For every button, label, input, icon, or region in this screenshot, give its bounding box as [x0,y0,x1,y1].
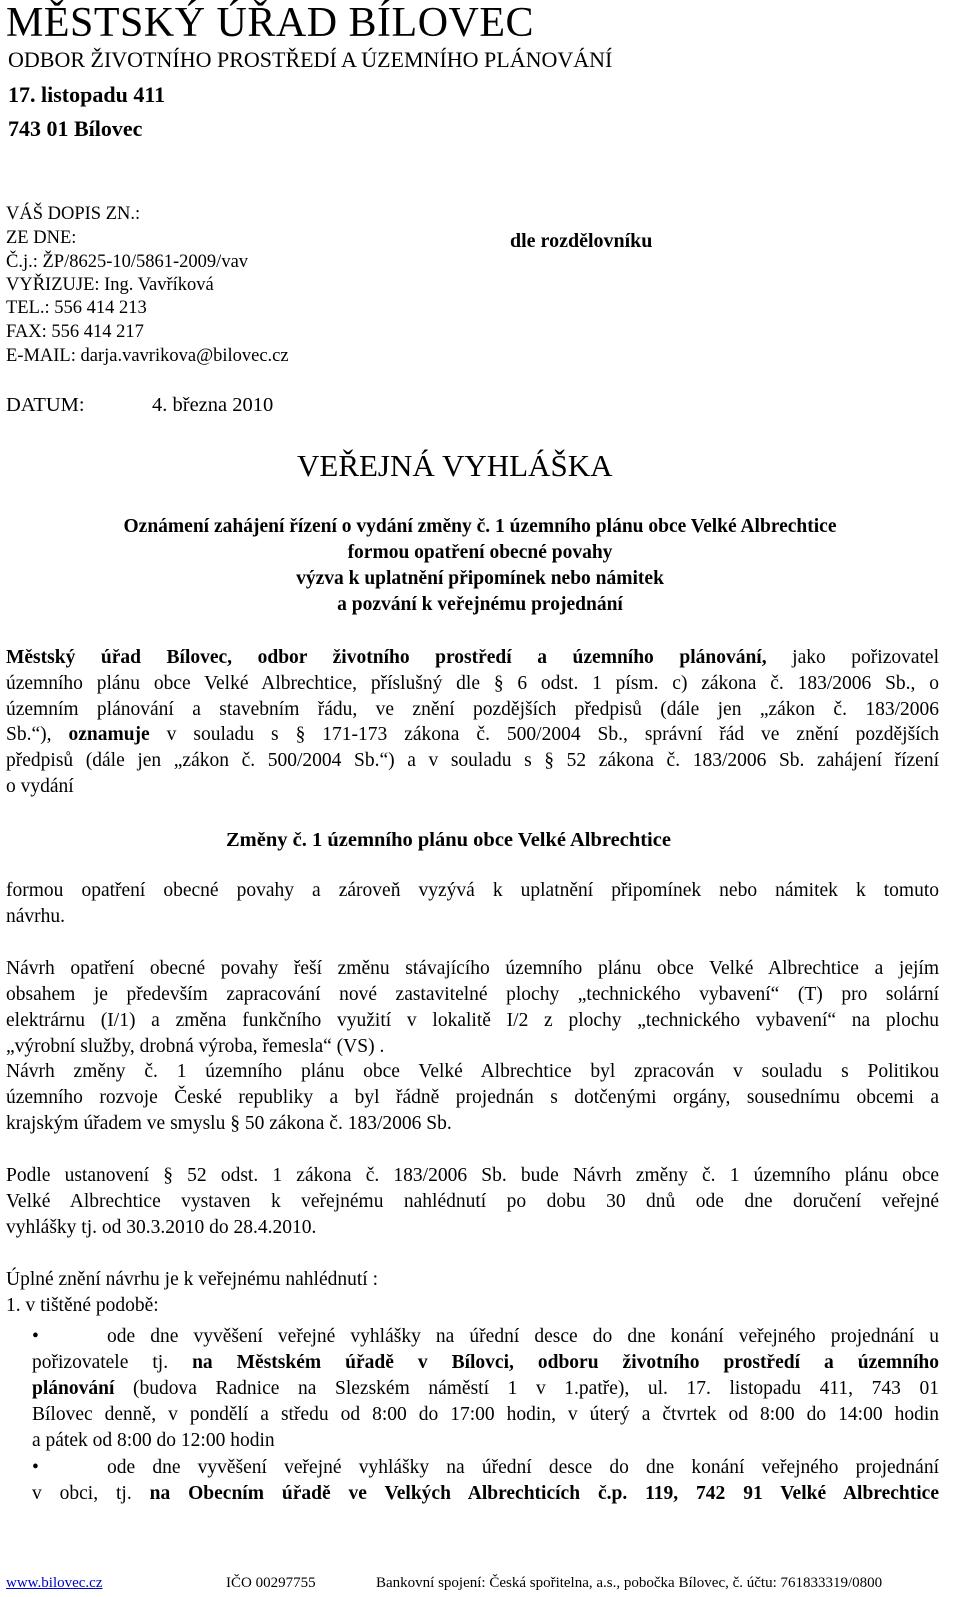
notice-subtitle-4: a pozvání k veřejnému projednání [337,594,623,615]
para2-line2: návrhu. [6,906,66,927]
para3-line4: „výrobní služby, drobná výroba, řemesla“ (VS) . [6,1036,385,1057]
letter-date-field: ZE DNE: [6,228,77,248]
para3-line2: obsahem je především zapracování nové zastavitelné plochy „technického vybavení“ (T) pro solární [6,984,939,1005]
bullet1-line3: plánování (budova Radnice na Slezském náměstí 1 v 1.patře), ul. 17. listopadu 411, 743 01 [32,1378,939,1399]
fax: FAX: 556 414 217 [6,322,144,342]
para1-line6: o vydání [6,776,74,797]
date-label: DATUM: [6,394,85,416]
bullet1-line1: ode dne vyvěšení veřejné vyhlášky na úřední desce do dne konání veřejného projednání u [107,1326,939,1347]
recipient: dle rozdělovníku [510,230,653,252]
bank-details: Bankovní spojení: Česká spořitelna, a.s., pobočka Bílovec, č. účtu: 761833319/0800 [376,1575,883,1591]
para3-line7: krajským úřadem ve smyslu § 50 zákona č. 183/2006 Sb. [6,1113,452,1134]
office-city: 743 01 Bílovec [8,116,143,141]
para3-line6: územního rozvoje České republiky a byl řádně projednán s dotčenými orgány, sousednímu obcemi a [6,1087,939,1108]
notice-title: VEŘEJNÁ VYHLÁŠKA [297,448,613,483]
office-street: 17. listopadu 411 [8,82,166,107]
bullet1-line2: pořizovatele tj. na Městském úřadě v Bílovci, odboru životního prostředí a územního [32,1352,939,1373]
reference-number: Č.j.: ŽP/8625-10/5861-2009/vav [6,252,249,272]
department-name: ODBOR ŽIVOTNÍHO PROSTŘEDÍ A ÚZEMNÍHO PLÁNOVÁNÍ [8,47,613,72]
company-id: IČO 00297755 [226,1575,316,1591]
para1-line5: předpisů (dále jen „zákon č. 500/2004 Sb.“) a v souladu s § 52 zákona č. 183/2006 Sb. zahájení řízení [6,750,939,771]
handled-by: VYŘIZUJE: Ing. Vavříková [6,275,214,295]
para1-line3: územním plánování a stavebním řádu, ve znění pozdějších předpisů (dále jen „zákon č. 183/2006 [6,699,939,720]
date-value: 4. března 2010 [152,394,274,416]
inspection-intro: Úplné znění návrhu je k veřejnému nahlédnutí : [6,1269,379,1290]
bullet-icon: • [32,1326,39,1347]
para3-line3: elektrárnu (I/1) a změna funkčního využití v lokalitě I/2 z plochy „technického vybavení“ na plochu [6,1010,939,1031]
para3-line1: Návrh opatření obecné povahy řeší změnu stávajícího územního plánu obce Velké Albrechtice a jejím [6,958,939,979]
notice-subtitle-3: výzva k uplatnění připomínek nebo námitek [296,568,664,589]
website-link[interactable]: www.bilovec.cz [6,1575,103,1591]
para4-line1: Podle ustanovení § 52 odst. 1 zákona č. 183/2006 Sb. bude Návrh změny č. 1 územního plánu obce [6,1165,939,1186]
bullet1-line4: Bílovec denně, v pondělí a středu od 8:00 do 17:00 hodin, v úterý a čtvrtek od 8:00 do 14:00 hodin [32,1404,939,1425]
email: E-MAIL: darja.vavrikova@bilovec.cz [6,346,289,366]
para3-line5: Návrh změny č. 1 územního plánu obce Velké Albrechtice byl zpracován v souladu s Politikou [6,1061,939,1082]
your-letter-ref: VÁŠ DOPIS ZN.: [6,204,141,224]
para1-line2: územního plánu obce Velké Albrechtice, příslušný dle § 6 odst. 1 písm. c) zákona č. 183/2006 Sb., o [6,673,939,694]
bullet1-line5: a pátek od 8:00 do 12:00 hodin [32,1430,275,1451]
notice-subtitle-1: Oznámení zahájení řízení o vydání změny č. 1 územního plánu obce Velké Albrechtice [123,516,837,537]
para4-line2: Velké Albrechtice vystaven k veřejnému nahlédnutí po dobu 30 dnů ode dne doručení veřejné [6,1191,939,1212]
para4-line3: vyhlášky tj. od 30.3.2010 do 28.4.2010. [6,1217,317,1238]
para2-line1: formou opatření obecné povahy a zároveň vyzývá k uplatnění připomínek nebo námitek k tomuto [6,880,939,901]
telephone: TEL.: 556 414 213 [6,298,147,318]
notice-subtitle-2: formou opatření obecné povahy [347,542,613,563]
para1-line1: Městský úřad Bílovec, odbor životního prostředí a územního plánování, jako pořizovatel [6,647,940,668]
office-title: MĚSTSKÝ ÚŘAD BÍLOVEC [6,0,535,46]
change-heading: Změny č. 1 územního plánu obce Velké Albrechtice [226,829,671,851]
bullet-icon: • [32,1457,39,1478]
list-item-printed: 1. v tištěné podobě: [6,1295,159,1316]
bullet2-line2: v obci, tj. na Obecním úřadě ve Velkých Albrechticích č.p. 119, 742 91 Velké Albrechtice [32,1483,939,1504]
para1-line4: Sb.“), oznamuje v souladu s § 171-173 zákona č. 500/2004 Sb., správní řád ve znění pozdějších [6,724,940,745]
bullet2-line1: ode dne vyvěšení veřejné vyhlášky na úřední desce do dne konání veřejného projednání [107,1457,939,1478]
